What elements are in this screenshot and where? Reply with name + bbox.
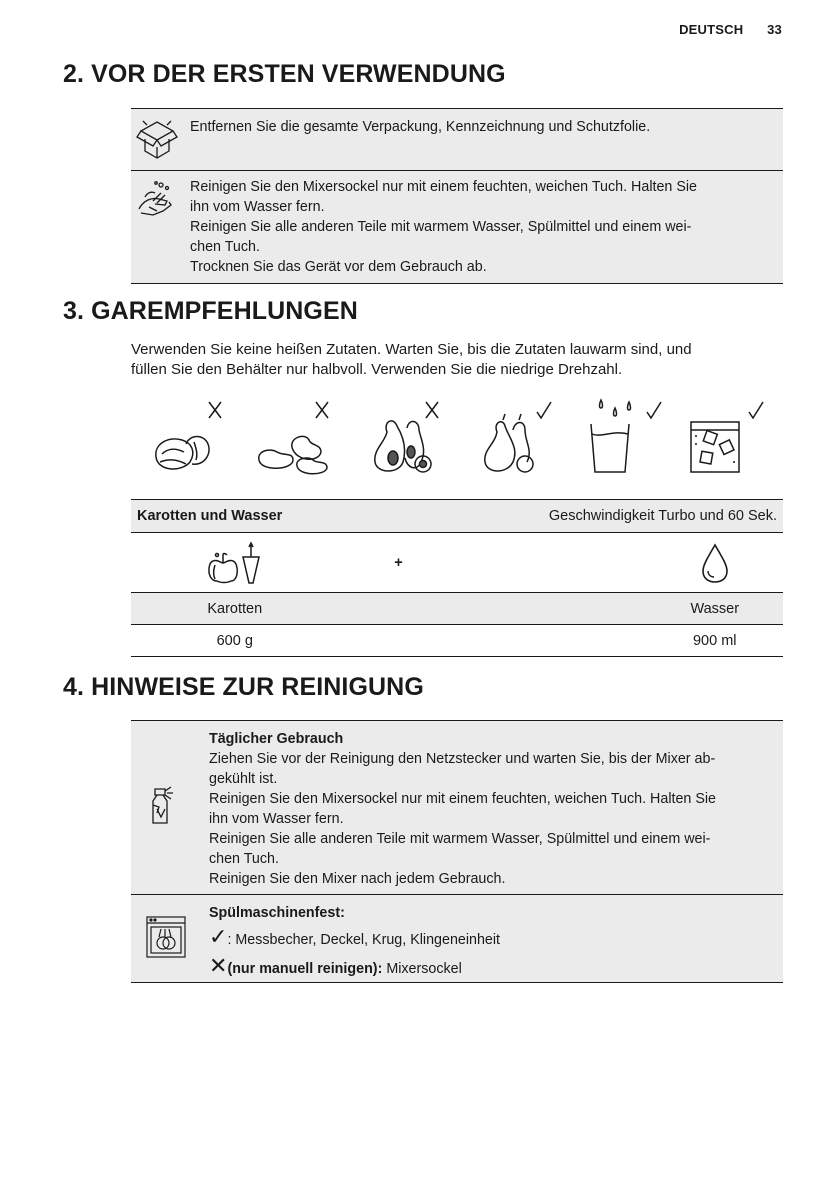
text-line: ihn vom Wasser fern.: [190, 199, 325, 215]
text-line: Reinigen Sie alle anderen Teile mit warmem Wasser, Spülmittel und einem wei-: [209, 831, 711, 847]
unpack-box-icon: [131, 109, 183, 169]
text-line: Reinigen Sie den Mixer nach jedem Gebrauch.: [209, 871, 506, 887]
water-drop-icon: [700, 541, 730, 585]
daily-use-row: [131, 721, 783, 895]
unsafe-label: (nur manuell reinigen):: [227, 961, 383, 977]
cleaning-spray-icon: [131, 779, 191, 829]
wash-row: [131, 171, 783, 284]
text-line: Trocknen Sie das Gerät vor dem Gebrauch ab.: [190, 259, 487, 275]
text-line: Ziehen Sie vor der Reinigung den Netzstecker und warten Sie, bis der Mixer ab-: [209, 751, 716, 767]
section-4-title: 4. HINWEISE ZUR REINIGUNG: [63, 673, 424, 701]
check-mark: [749, 402, 763, 418]
daily-use-text: [209, 729, 779, 889]
dishwasher-unsafe-line: [209, 953, 779, 982]
cross-mark: ✕: [209, 953, 228, 978]
check-mark: ✓: [209, 924, 228, 949]
plus-sign: +: [338, 533, 458, 593]
wash-hands-icon: [131, 171, 183, 231]
dishwasher-text: [209, 902, 779, 982]
beans-icon: [253, 392, 343, 482]
recipe-icons-row: [131, 533, 783, 593]
recipe-names-row: [131, 593, 783, 625]
food-suitability-row: [131, 392, 783, 482]
pear-icon: [473, 392, 563, 482]
text-line: chen Tuch.: [209, 851, 279, 867]
unpack-row: [131, 109, 783, 171]
daily-use-heading: Täglicher Gebrauch: [209, 731, 344, 747]
wash-text: [190, 177, 697, 277]
text-line: chen Tuch.: [190, 239, 260, 255]
text-line: gekühlt ist.: [209, 771, 278, 787]
pear-food: [473, 392, 563, 482]
dishwasher-safe-line: [209, 924, 779, 953]
text-line: Entfernen Sie die gesamte Verpackung, Kennzeichnung und Schutzfolie.: [190, 119, 651, 135]
check-mark: [647, 402, 661, 418]
cross-mark: [316, 402, 328, 418]
text-line: Reinigen Sie alle anderen Teile mit warmem Wasser, Spülmittel und einem wei-: [190, 219, 692, 235]
dishwasher-icon: [131, 913, 191, 961]
recipe-name: Karotten und Wasser: [131, 500, 338, 533]
recipe-amounts-row: [131, 625, 783, 657]
text-line: ihn vom Wasser fern.: [209, 811, 344, 827]
ice-cubes-icon: [683, 392, 773, 482]
avocado-icon: [363, 392, 453, 482]
unpack-text: [190, 117, 650, 137]
nuts-food: [146, 392, 236, 482]
cooking-intro: [131, 340, 781, 380]
dishwasher-row: [131, 895, 783, 983]
cross-mark: [209, 402, 221, 418]
first-use-box: [131, 108, 783, 283]
recipe-setting: Geschwindigkeit Turbo und 60 Sek.: [458, 500, 783, 533]
ice-food: [683, 392, 773, 482]
avocado-food: [363, 392, 453, 482]
text-line: Reinigen Sie den Mixersockel nur mit einem feuchten, weichen Tuch. Halten Sie: [209, 791, 717, 807]
vegetables-icon: [205, 541, 265, 585]
text-line: Reinigen Sie den Mixersockel nur mit einem feuchten, weichen Tuch. Halten Sie: [190, 179, 698, 195]
page-number: 33: [767, 22, 782, 37]
ingredient-amount: 900 ml: [458, 625, 783, 657]
safe-parts: : Messbecher, Deckel, Krug, Klingeneinheit: [227, 932, 501, 948]
cleaning-box: [131, 720, 783, 982]
check-mark: [537, 402, 551, 418]
text-line: füllen Sie den Behälter nur halbvoll. Verwenden Sie die niedrige Drehzahl.: [131, 361, 623, 378]
ingredient-name: Karotten: [131, 593, 338, 625]
recipe-table: [131, 499, 783, 657]
beans-food: [253, 392, 343, 482]
section-2-title: 2. VOR DER ERSTEN VERWENDUNG: [63, 60, 506, 88]
nuts-icon: [146, 392, 236, 482]
section-3-title: 3. GAREMPFEHLUNGEN: [63, 297, 358, 325]
cross-mark: [426, 402, 438, 418]
ingredient-amount: 600 g: [131, 625, 338, 657]
recipe-header-row: [131, 500, 783, 533]
language-label: DEUTSCH: [679, 22, 744, 37]
liquid-glass-icon: [583, 392, 673, 482]
unsafe-parts: Mixersockel: [382, 961, 462, 977]
dishwasher-heading: Spülmaschinenfest:: [209, 905, 345, 921]
text-line: Verwenden Sie keine heißen Zutaten. Warten Sie, bis die Zutaten lauwarm sind, und: [131, 341, 692, 358]
page-header: [679, 22, 782, 37]
ingredient-name: Wasser: [458, 593, 783, 625]
liquid-food: [583, 392, 673, 482]
